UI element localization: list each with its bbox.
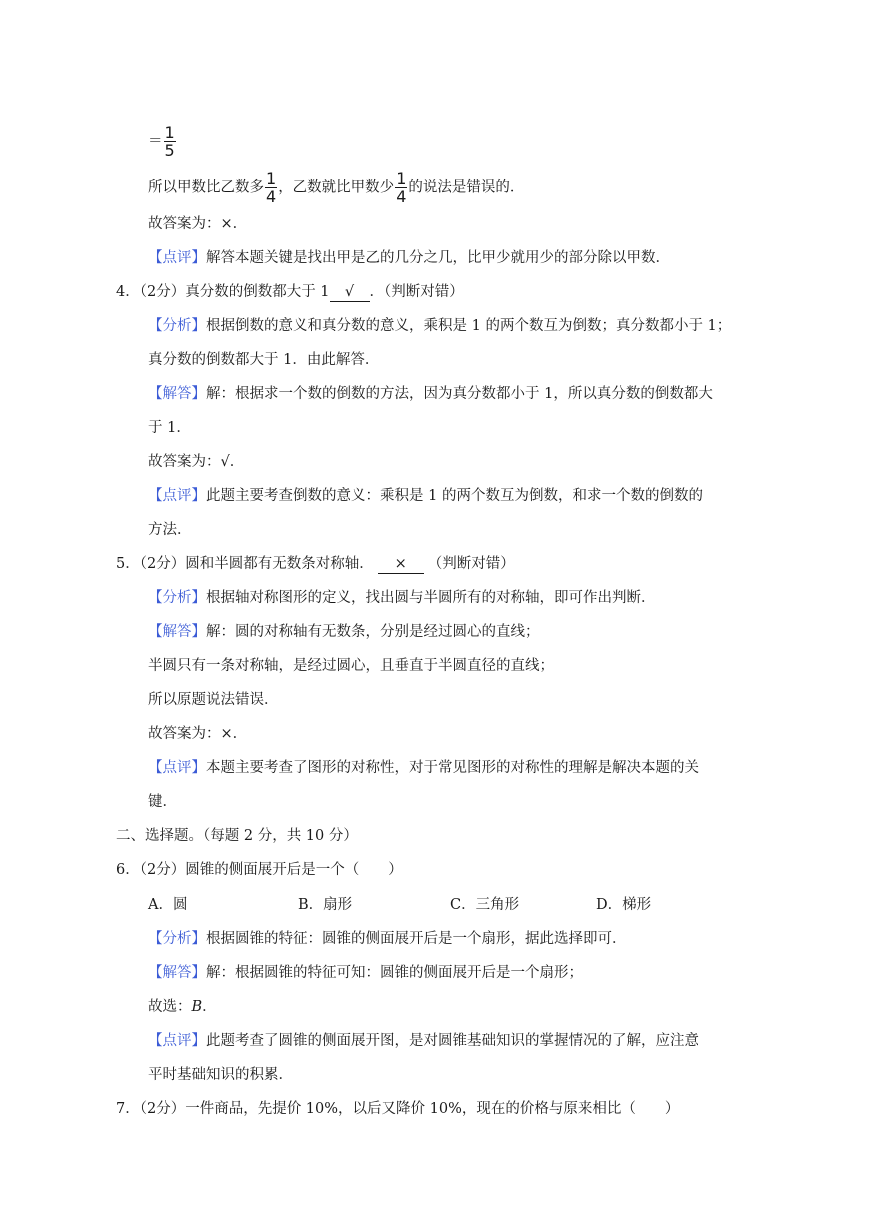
q4-solution [148, 384, 713, 404]
fraction-one-quarter [265, 170, 277, 205]
conclusion-line [148, 170, 524, 205]
q4-answer-blank: √ [330, 283, 370, 302]
q6-choice [148, 997, 217, 1017]
q5-analysis [148, 588, 656, 608]
q6-stem: 6．（2分）圆锥的侧面展开后是一个（ ） [116, 862, 403, 878]
q5-stem-text: 5．（2分）圆和半圆都有无数条对称轴． [116, 556, 374, 572]
q4-stem [116, 282, 464, 302]
solution-text: 解：根据求一个数的倒数的方法，因为真分数都小于 1，所以真分数的倒数都大 [206, 386, 713, 402]
fraction-one-fifth [164, 124, 176, 159]
q5-review-cont: 键． [148, 794, 177, 810]
numerator: 1 [396, 169, 407, 188]
review-tag: 【点评】 [148, 1033, 206, 1049]
q3-review [148, 248, 670, 268]
q6-option-c: C．三角形 [450, 897, 520, 913]
q6-option-a: A．圆 [148, 897, 188, 913]
q4-analysis [148, 316, 731, 336]
review-text: 此题主要考查倒数的意义：乘积是 1 的两个数互为倒数，和求一个数的倒数的 [206, 488, 703, 504]
q4-solution-cont: 于 1． [148, 420, 191, 436]
choice-prefix: 故选： [148, 999, 192, 1015]
denominator: 5 [164, 141, 175, 160]
analysis-tag: 【分析】 [148, 931, 206, 947]
fraction-one-quarter [395, 170, 407, 205]
solution-tag: 【解答】 [148, 624, 206, 640]
q4-stem-text: 4．（2分）真分数的倒数都大于 1 [116, 284, 330, 300]
equals-sign: ＝ [148, 133, 163, 150]
review-text: 此题考查了圆锥的侧面展开图，是对圆锥基础知识的掌握情况的了解，应注意 [206, 1033, 699, 1049]
q5-solution-cont-2: 所以原题说法错误． [148, 692, 279, 708]
numerator: 1 [164, 123, 175, 142]
conclusion-text-3: 的说法是错误的． [408, 179, 525, 196]
review-tag: 【点评】 [148, 250, 206, 266]
q4-review-cont: 方法． [148, 522, 192, 538]
q4-answer: 故答案为：√． [148, 454, 245, 470]
q4-stem-suffix: ．（判断对错） [369, 284, 464, 300]
review-tag: 【点评】 [148, 760, 206, 776]
q5-answer-blank: × [378, 555, 424, 574]
review-tag: 【点评】 [148, 488, 206, 504]
q6-option-b: B．扇形 [298, 897, 353, 913]
analysis-text: 根据圆锥的特征：圆锥的侧面展开后是一个扇形，据此选择即可． [206, 931, 627, 947]
review-text: 解答本题关键是找出甲是乙的几分之几，比甲少就用少的部分除以甲数． [206, 250, 670, 266]
choice-letter: B [191, 999, 203, 1015]
q5-solution-cont-1: 半圆只有一条对称轴，是经过圆心，且垂直于半圆直径的直线； [148, 658, 554, 674]
conclusion-text-1: 所以甲数比乙数多 [148, 179, 264, 196]
q3-answer: 故答案为：×． [148, 216, 248, 232]
analysis-tag: 【分析】 [148, 590, 206, 606]
denominator: 4 [266, 187, 277, 206]
q6-analysis [148, 929, 627, 949]
q5-answer: 故答案为：×． [148, 726, 248, 742]
analysis-text: 根据轴对称图形的定义，找出圆与半圆所有的对称轴，即可作出判断． [206, 590, 656, 606]
review-text: 本题主要考查了图形的对称性，对于常见图形的对称性的理解是解决本题的关 [206, 760, 699, 776]
denominator: 4 [396, 187, 407, 206]
solution-tag: 【解答】 [148, 386, 206, 402]
q6-solution [148, 963, 583, 983]
q6-review [148, 1031, 699, 1051]
solution-tag: 【解答】 [148, 965, 206, 981]
solution-text: 解：圆的对称轴有无数条，分别是经过圆心的直线； [206, 624, 540, 640]
analysis-text: 根据倒数的意义和真分数的意义，乘积是 1 的两个数互为倒数；真分数都小于 1； [206, 318, 732, 334]
section-heading: 二、选择题。（每题 2 分，共 10 分） [116, 828, 358, 844]
q5-stem [116, 554, 515, 574]
q4-review [148, 486, 703, 506]
q5-solution [148, 622, 540, 642]
q6-option-d: D．梯形 [596, 897, 652, 913]
choice-suffix: ． [202, 999, 217, 1015]
q4-analysis-cont: 真分数的倒数都大于 1．由此解答． [148, 352, 380, 368]
q7-stem: 7．（2分）一件商品，先提价 10%，以后又降价 10%，现在的价格与原来相比（ ） [116, 1101, 680, 1117]
q6-review-cont: 平时基础知识的积累． [148, 1067, 293, 1083]
q5-stem-suffix: （判断对错） [427, 556, 515, 572]
conclusion-text-2: ，乙数就比甲数少 [278, 179, 395, 196]
solution-text: 解：根据圆锥的特征可知：圆锥的侧面展开后是一个扇形； [206, 965, 583, 981]
numerator: 1 [266, 169, 277, 188]
analysis-tag: 【分析】 [148, 318, 206, 334]
q5-review [148, 758, 699, 778]
equation-line [148, 124, 177, 159]
